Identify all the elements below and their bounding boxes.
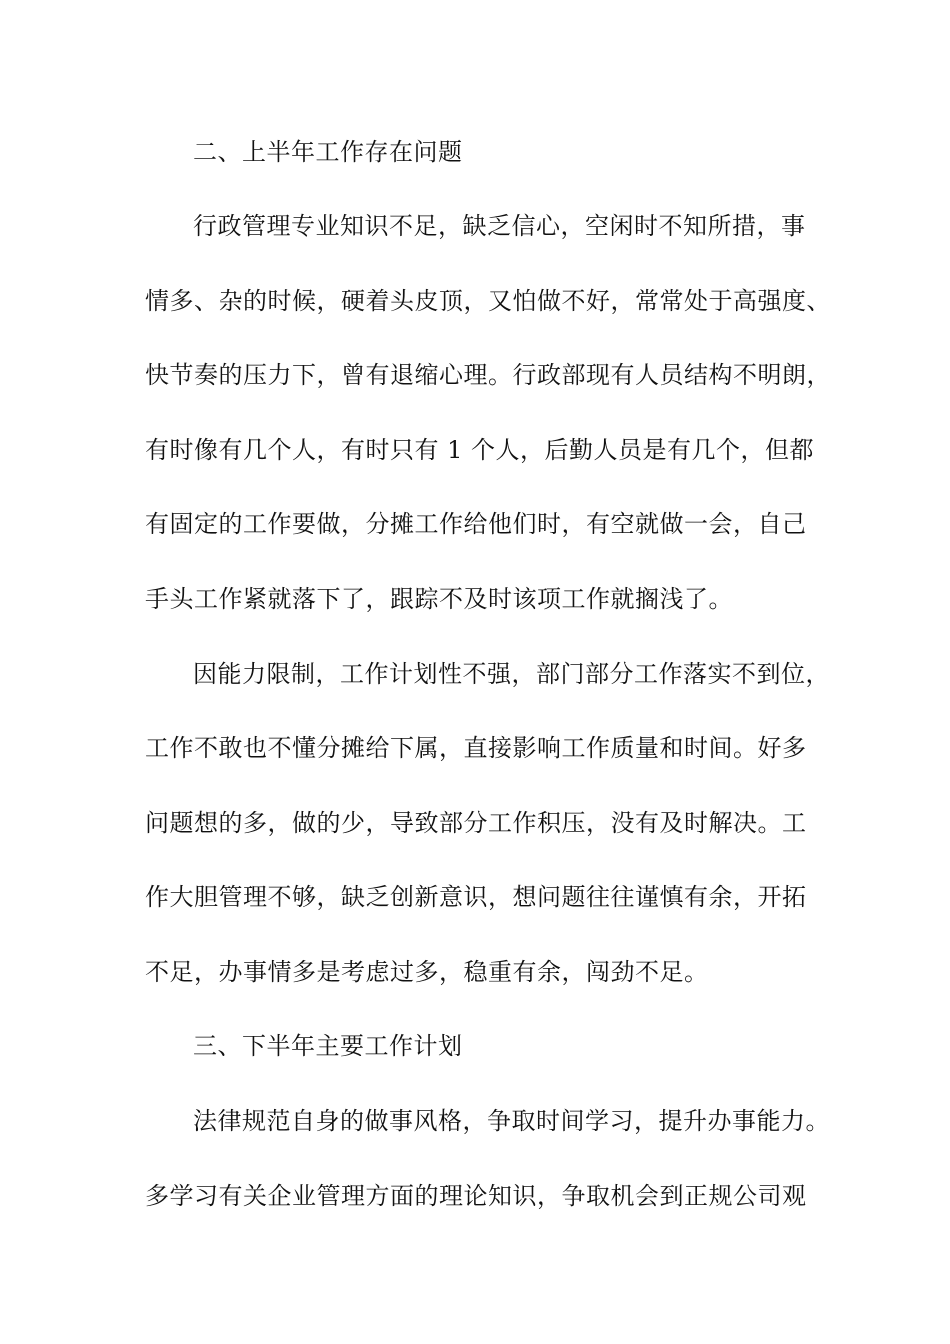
paragraph-line: 工作不敢也不懂分摊给下属，直接影响工作质量和时间。好多 (145, 734, 807, 762)
paragraph-line: 法律规范自身的做事风格，争取时间学习，提升办事能力。 (193, 1107, 830, 1135)
paragraph-line: 问题想的多，做的少，导致部分工作积压，没有及时解决。工 (145, 809, 807, 837)
paragraph-line: 情多、杂的时候，硬着头皮顶，又怕做不好，常常处于高强度、 (145, 287, 831, 315)
paragraph-line: 手头工作紧就落下了，跟踪不及时该项工作就搁浅了。 (145, 585, 733, 613)
paragraph-line: 有固定的工作要做，分摊工作给他们时，有空就做一会，自己 (145, 510, 807, 538)
section-heading-plan: 三、下半年主要工作计划 (193, 1032, 463, 1060)
paragraph-line: 因能力限制，工作计划性不强，部门部分工作落实不到位， (193, 660, 830, 688)
section-heading-problems: 二、上半年工作存在问题 (193, 138, 463, 166)
paragraph-line: 不足，办事情多是考虑过多，稳重有余，闯劲不足。 (145, 958, 709, 986)
paragraph-line: 行政管理专业知识不足，缺乏信心，空闲时不知所措，事 (193, 212, 806, 240)
paragraph-line: 快节奏的压力下，曾有退缩心理。行政部现有人员结构不明朗， (145, 361, 831, 389)
paragraph-line: 多学习有关企业管理方面的理论知识，争取机会到正规公司观 (145, 1182, 807, 1210)
paragraph-line: 有时像有几个人，有时只有 1 个人，后勤人员是有几个，但都 (145, 436, 815, 464)
paragraph-line: 作大胆管理不够，缺乏创新意识，想问题往往谨慎有余，开拓 (145, 883, 807, 911)
